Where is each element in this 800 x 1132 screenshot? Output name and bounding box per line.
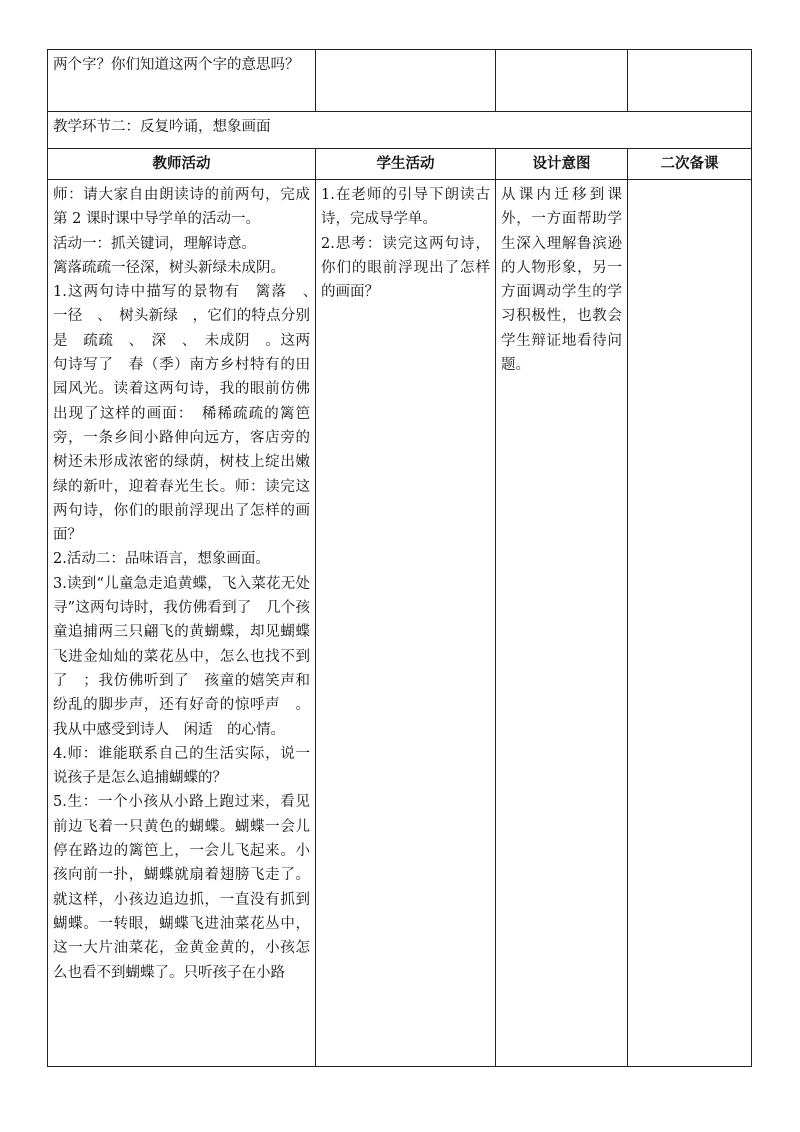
header-student-activity: 学生活动: [316, 149, 496, 180]
student-paragraph: 2.思考：读完这两句诗，你们的眼前浮现出了怎样的画面？: [321, 235, 490, 301]
teacher-paragraph: 师：请大家自由朗读诗的前两句，完成第 2 课时课中导学单的活动一。: [53, 187, 310, 228]
header-design-intent: 设计意图: [496, 149, 628, 180]
carryover-teacher-cell: 两个字？你们知道这两个字的意思吗？: [48, 50, 316, 112]
second-prep-cell: [628, 180, 752, 1067]
teacher-paragraph: 活动一：抓关键词，理解诗意。: [53, 235, 256, 252]
carryover-row: [48, 50, 752, 112]
student-activity-cell: [316, 180, 496, 1067]
header-teacher-activity: 教师活动: [48, 149, 316, 180]
carryover-backup-cell: [628, 50, 752, 112]
header-row: [48, 149, 752, 180]
teacher-paragraph: 5.生：一个小孩从小路上跑过来，看见前边飞着一只黄色的蝴蝶。蝴蝶一会儿停在路边的篱笆上，一会儿飞起来。小孩向前一扑，蝴蝶就扇着翅膀飞走了。就这样，小孩边追边抓，一直没有抓到蝴蝶。一转眼，蝴蝶飞进油菜花丛中，这一大片油菜花，金黄金黄的，小孩怎么也看不到蝴蝶了。只听孩子在小路: [53, 794, 310, 981]
teacher-paragraph: 篱落疏疏一径深，树头新绿未成阴。: [53, 259, 285, 276]
teacher-paragraph: 3.读到“儿童急走追黄蝶，飞入菜花无处寻”这两句诗时，我仿佛看到了 几个孩童追捕两三只翩飞的黄蝴蝶，却见蝴蝶飞进金灿灿的菜花丛中，怎么也找不到了 ；我仿佛听到了 孩童的嬉笑声和纷乱的脚步声，还有好奇的惊呼声 。我从中感受到诗人 闲适 的心情。: [53, 575, 310, 738]
section-row: [48, 112, 752, 149]
carryover-design-cell: [496, 50, 628, 112]
carryover-student-cell: [316, 50, 496, 112]
section-title: 教学环节二：反复吟诵，想象画面: [48, 112, 752, 149]
content-row: [48, 180, 752, 1067]
lesson-plan-table: [47, 49, 752, 1067]
teacher-paragraph: 4.师：谁能联系自己的生活实际，说一说孩子是怎么追捕蝴蝶的？: [53, 745, 310, 787]
header-second-prep: 二次备课: [628, 149, 752, 180]
design-intent-cell: 从课内迁移到课外，一方面帮助学生深入理解鲁滨逊的人物形象，另一方面调动学生的学习积极性，也教会学生辩证地看待问题。: [496, 180, 628, 1067]
teacher-paragraph: 2.活动二：品味语言，想象画面。: [53, 551, 270, 568]
teacher-activity-cell: [48, 180, 325, 1067]
student-paragraph: 1.在老师的引导下朗读古诗，完成导学单。: [321, 187, 490, 228]
teacher-paragraph: 1.这两句诗中描写的景物有 篱落 、 一径 、 树头新绿 ，它们的特点分别是 疏疏 、 深 、 未成阴 。这两句诗写了 春（季）南方乡村特有的田园风光。读着这两句诗，我的眼前仿佛出现了这样的画面： 稀稀疏疏的篱笆旁，一条乡间小路伸向远方，客店旁的树还未形成浓密的绿荫，树枝上绽出嫩绿的新叶，迎着春光生长。师：读完这两句诗，你们的眼前浮现出了怎样的画面？: [53, 284, 325, 544]
